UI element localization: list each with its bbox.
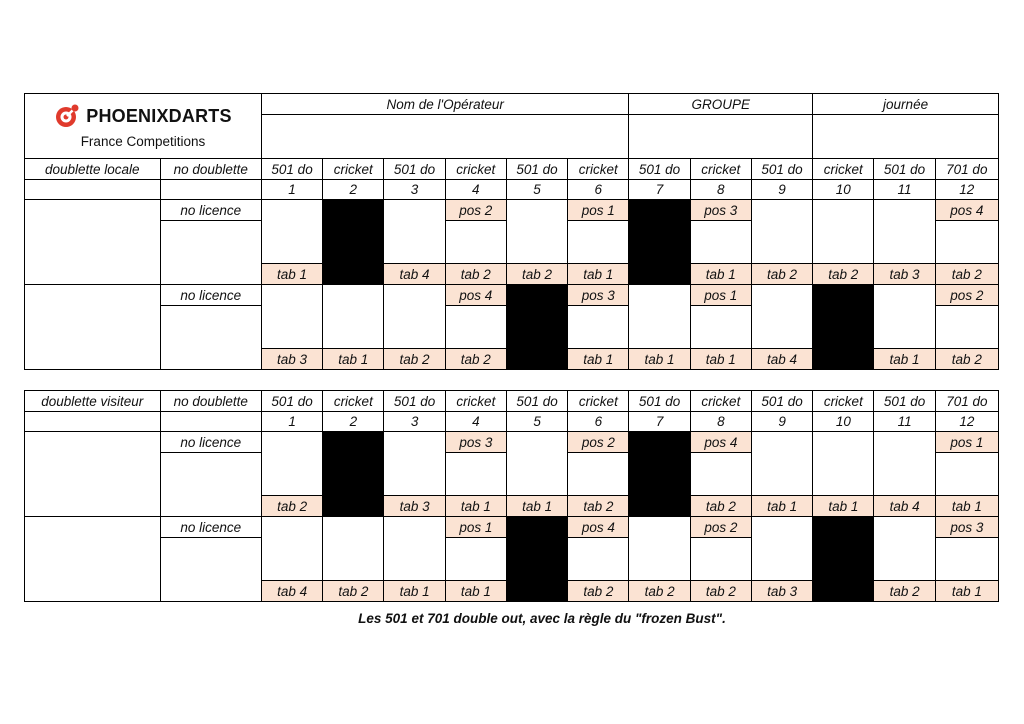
group-field[interactable] (629, 115, 813, 159)
board-badge: tab 4 (751, 349, 812, 370)
brand-cell (25, 94, 262, 159)
position-badge: pos 1 (690, 285, 751, 306)
game-type-2: cricket (323, 159, 384, 180)
blocked-cell (629, 200, 690, 285)
position-badge: pos 4 (445, 285, 506, 306)
no-doublette-field[interactable] (160, 180, 261, 200)
board-badge: tab 1 (261, 264, 322, 285)
score-field[interactable] (935, 306, 998, 349)
board-badge: tab 2 (874, 581, 935, 602)
board-badge: tab 1 (690, 349, 751, 370)
score-field[interactable] (935, 221, 998, 264)
score-field[interactable] (568, 538, 629, 581)
blocked-cell (813, 517, 874, 602)
score-sheet (24, 93, 999, 602)
score-field[interactable] (568, 221, 629, 264)
blank-cell (25, 412, 161, 432)
board-badge: tab 1 (323, 349, 384, 370)
score-field[interactable] (813, 200, 874, 264)
game-type-12: 701 do (935, 391, 998, 412)
game-number-2: 2 (323, 412, 384, 432)
game-number-1: 1 (261, 180, 322, 200)
board-badge: tab 2 (690, 496, 751, 517)
score-field[interactable] (445, 538, 506, 581)
blocked-cell (629, 432, 690, 517)
no-doublette-label: no doublette (160, 391, 261, 412)
game-number-12: 12 (935, 412, 998, 432)
game-type-7: 501 do (629, 391, 690, 412)
position-badge: pos 1 (568, 200, 629, 221)
licence-label: no licence (160, 285, 261, 306)
game-type-11: 501 do (874, 159, 935, 180)
board-badge: tab 2 (813, 264, 874, 285)
game-type-11: 501 do (874, 391, 935, 412)
score-field[interactable] (568, 453, 629, 496)
no-doublette-label: no doublette (160, 159, 261, 180)
game-type-9: 501 do (751, 159, 812, 180)
game-number-11: 11 (874, 412, 935, 432)
board-badge: tab 4 (384, 264, 445, 285)
blocked-cell (323, 200, 384, 285)
game-type-7: 501 do (629, 159, 690, 180)
board-badge: tab 2 (935, 264, 998, 285)
score-field[interactable] (384, 517, 445, 581)
board-badge: tab 1 (445, 581, 506, 602)
score-field[interactable] (384, 285, 445, 349)
board-badge: tab 2 (384, 349, 445, 370)
player-name-field[interactable] (25, 285, 161, 370)
board-badge: tab 2 (261, 496, 322, 517)
brand (25, 103, 261, 129)
phoenix-logo-icon (54, 103, 80, 129)
score-field[interactable] (935, 453, 998, 496)
board-badge: tab 1 (384, 581, 445, 602)
game-number-3: 3 (384, 180, 445, 200)
board-badge: tab 2 (568, 581, 629, 602)
board-badge: tab 2 (445, 349, 506, 370)
game-type-10: cricket (813, 391, 874, 412)
score-field[interactable] (751, 285, 812, 349)
score-field[interactable] (751, 200, 812, 264)
game-number-5: 5 (506, 180, 567, 200)
player-name-field[interactable] (25, 200, 161, 285)
game-type-2: cricket (323, 391, 384, 412)
licence-field[interactable] (160, 453, 261, 517)
section-label: doublette visiteur (25, 391, 161, 412)
board-badge: tab 1 (506, 496, 567, 517)
board-badge: tab 2 (935, 349, 998, 370)
score-field[interactable] (629, 517, 690, 581)
board-badge: tab 3 (874, 264, 935, 285)
game-number-2: 2 (323, 180, 384, 200)
board-badge: tab 1 (813, 496, 874, 517)
game-type-4: cricket (445, 391, 506, 412)
board-badge: tab 1 (690, 264, 751, 285)
position-badge: pos 3 (690, 200, 751, 221)
game-number-11: 11 (874, 180, 935, 200)
score-field[interactable] (813, 432, 874, 496)
game-type-6: cricket (568, 391, 629, 412)
brand-name: PHOENIXDARTS (86, 105, 232, 126)
blocked-cell (813, 285, 874, 370)
position-badge: pos 4 (568, 517, 629, 538)
board-badge: tab 2 (445, 264, 506, 285)
game-number-3: 3 (384, 412, 445, 432)
game-type-6: cricket (568, 159, 629, 180)
game-number-6: 6 (568, 412, 629, 432)
board-badge: tab 2 (506, 264, 567, 285)
blocked-cell (506, 517, 567, 602)
licence-label: no licence (160, 200, 261, 221)
game-number-12: 12 (935, 180, 998, 200)
game-type-3: 501 do (384, 159, 445, 180)
game-number-8: 8 (690, 412, 751, 432)
operator-field[interactable] (261, 115, 628, 159)
game-type-12: 701 do (935, 159, 998, 180)
board-badge: tab 1 (935, 581, 998, 602)
position-badge: pos 1 (445, 517, 506, 538)
position-badge: pos 3 (935, 517, 998, 538)
game-type-1: 501 do (261, 159, 322, 180)
board-badge: tab 2 (323, 581, 384, 602)
score-field[interactable] (445, 306, 506, 349)
game-type-9: 501 do (751, 391, 812, 412)
board-badge: tab 4 (874, 496, 935, 517)
score-field[interactable] (384, 200, 445, 264)
score-field[interactable] (384, 432, 445, 496)
licence-field[interactable] (160, 306, 261, 370)
game-number-7: 7 (629, 180, 690, 200)
player-name-field[interactable] (25, 517, 161, 602)
score-field[interactable] (690, 453, 751, 496)
game-type-4: cricket (445, 159, 506, 180)
score-field[interactable] (261, 200, 322, 264)
board-badge: tab 1 (568, 349, 629, 370)
score-field[interactable] (690, 538, 751, 581)
no-doublette-field[interactable] (160, 412, 261, 432)
board-badge: tab 1 (629, 349, 690, 370)
score-field[interactable] (568, 306, 629, 349)
position-badge: pos 2 (690, 517, 751, 538)
score-field[interactable] (323, 517, 384, 581)
game-type-10: cricket (813, 159, 874, 180)
match-grid (24, 93, 999, 370)
board-badge: tab 2 (690, 581, 751, 602)
score-field[interactable] (506, 432, 567, 496)
score-field[interactable] (261, 517, 322, 581)
section-label: doublette locale (25, 159, 161, 180)
score-field[interactable] (261, 432, 322, 496)
score-field[interactable] (261, 285, 322, 349)
game-number-6: 6 (568, 180, 629, 200)
position-badge: pos 4 (935, 200, 998, 221)
licence-label: no licence (160, 517, 261, 538)
board-badge: tab 1 (935, 496, 998, 517)
score-field[interactable] (445, 453, 506, 496)
position-badge: pos 2 (935, 285, 998, 306)
score-field[interactable] (874, 432, 935, 496)
game-number-9: 9 (751, 180, 812, 200)
score-field[interactable] (935, 538, 998, 581)
score-field[interactable] (874, 517, 935, 581)
score-field[interactable] (506, 200, 567, 264)
board-badge: tab 1 (445, 496, 506, 517)
blank-cell (25, 180, 161, 200)
score-field[interactable] (690, 306, 751, 349)
game-type-8: cricket (690, 391, 751, 412)
game-number-4: 4 (445, 412, 506, 432)
board-badge: tab 2 (568, 496, 629, 517)
game-number-4: 4 (445, 180, 506, 200)
game-number-7: 7 (629, 412, 690, 432)
licence-field[interactable] (160, 538, 261, 602)
board-badge: tab 2 (629, 581, 690, 602)
score-field[interactable] (445, 221, 506, 264)
day-field[interactable] (813, 115, 999, 159)
game-type-5: 501 do (506, 391, 567, 412)
licence-label: no licence (160, 432, 261, 453)
score-field[interactable] (323, 285, 384, 349)
game-type-1: 501 do (261, 391, 322, 412)
day-header: journée (813, 94, 999, 115)
player-name-field[interactable] (25, 432, 161, 517)
board-badge: tab 1 (568, 264, 629, 285)
position-badge: pos 3 (445, 432, 506, 453)
game-number-5: 5 (506, 412, 567, 432)
score-field[interactable] (751, 517, 812, 581)
game-type-8: cricket (690, 159, 751, 180)
licence-field[interactable] (160, 221, 261, 285)
board-badge: tab 3 (751, 581, 812, 602)
blocked-cell (506, 285, 567, 370)
board-badge: tab 1 (874, 349, 935, 370)
game-type-5: 501 do (506, 159, 567, 180)
group-header: GROUPE (629, 94, 813, 115)
blocked-cell (323, 432, 384, 517)
board-badge: tab 4 (261, 581, 322, 602)
game-number-10: 10 (813, 412, 874, 432)
footer-note: Les 501 et 701 double out, avec la règle du "frozen Bust". (358, 611, 726, 626)
position-badge: pos 4 (690, 432, 751, 453)
board-badge: tab 2 (751, 264, 812, 285)
score-field[interactable] (751, 432, 812, 496)
game-number-10: 10 (813, 180, 874, 200)
position-badge: pos 1 (935, 432, 998, 453)
game-number-1: 1 (261, 412, 322, 432)
position-badge: pos 3 (568, 285, 629, 306)
game-type-3: 501 do (384, 391, 445, 412)
operator-header: Nom de l'Opérateur (261, 94, 628, 115)
game-number-9: 9 (751, 412, 812, 432)
position-badge: pos 2 (445, 200, 506, 221)
position-badge: pos 2 (568, 432, 629, 453)
board-badge: tab 3 (261, 349, 322, 370)
score-field[interactable] (874, 200, 935, 264)
visitor-grid (24, 390, 999, 602)
score-field[interactable] (874, 285, 935, 349)
board-badge: tab 1 (751, 496, 812, 517)
score-field[interactable] (690, 221, 751, 264)
board-badge: tab 3 (384, 496, 445, 517)
score-field[interactable] (629, 285, 690, 349)
game-number-8: 8 (690, 180, 751, 200)
brand-subtitle: France Competitions (80, 134, 206, 149)
